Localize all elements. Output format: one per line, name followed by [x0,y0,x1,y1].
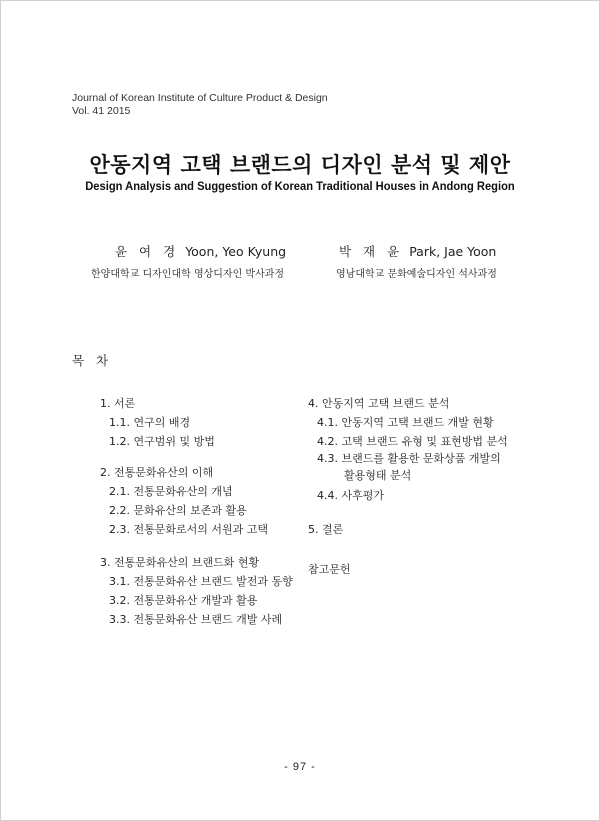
author-2-name-ko: 박 재 윤 [339,244,404,259]
author-2-affiliation: 영남대학교 문화예술디자인 석사과정 [336,269,497,280]
toc-heading: 목 차 [72,353,113,368]
author-1-affiliation: 한양대학교 디자인대학 영상디자인 박사과정 [91,269,285,280]
toc-item: 2.3. 전통문화로서의 서원과 고택 [109,523,268,536]
toc-item: 3.3. 전통문화유산 브랜드 개발 사례 [109,613,283,626]
toc-item: 3.1. 전통문화유산 브랜드 발전과 동향 [109,575,293,588]
author-2-name [339,242,496,260]
journal-name: Journal of Korean Institute of Culture Product & Design [72,92,328,104]
toc-item: 1. 서론 [100,397,136,410]
toc-item: 1.2. 연구범위 및 방법 [109,435,215,448]
author-1-name [115,242,286,260]
toc-item: 활용형태 분석 [344,469,412,482]
toc-item: 4.4. 사후평가 [317,489,384,502]
title-english: Design Analysis and Suggestion of Korean Traditional Houses in Andong Region [85,179,515,193]
toc-item: 4. 안동지역 고택 브랜드 분석 [308,397,450,410]
toc-item: 4.1. 안동지역 고택 브랜드 개발 현황 [317,416,494,429]
toc-item: 2. 전통문화유산의 이해 [100,466,214,479]
toc-item: 참고문헌 [308,563,351,576]
toc-item: 2.1. 전통문화유산의 개념 [109,485,233,498]
author-1-name-ko: 윤 여 경 [115,244,180,259]
toc-item: 1.1. 연구의 배경 [109,416,191,429]
title-korean: 안동지역 고택 브랜드의 디자인 분석 및 제안 [89,153,511,177]
toc-item: 4.2. 고택 브랜드 유형 및 표현방법 분석 [317,435,508,448]
journal-header [72,92,328,118]
author-2-name-en: Park, Jae Yoon [409,244,497,259]
toc-item: 3. 전통문화유산의 브랜드화 현황 [100,556,260,569]
toc-item: 4.3. 브랜드를 활용한 문화상품 개발의 [317,452,501,465]
toc-item: 2.2. 문화유산의 보존과 활용 [109,504,247,517]
toc-item: 5. 결론 [308,523,344,536]
author-1-name-en: Yoon, Yeo Kyung [185,244,287,259]
journal-volume: Vol. 41 2015 [72,105,131,117]
page-number: - 97 - [284,761,316,773]
toc-item: 3.2. 전통문화유산 개발과 활용 [109,594,258,607]
